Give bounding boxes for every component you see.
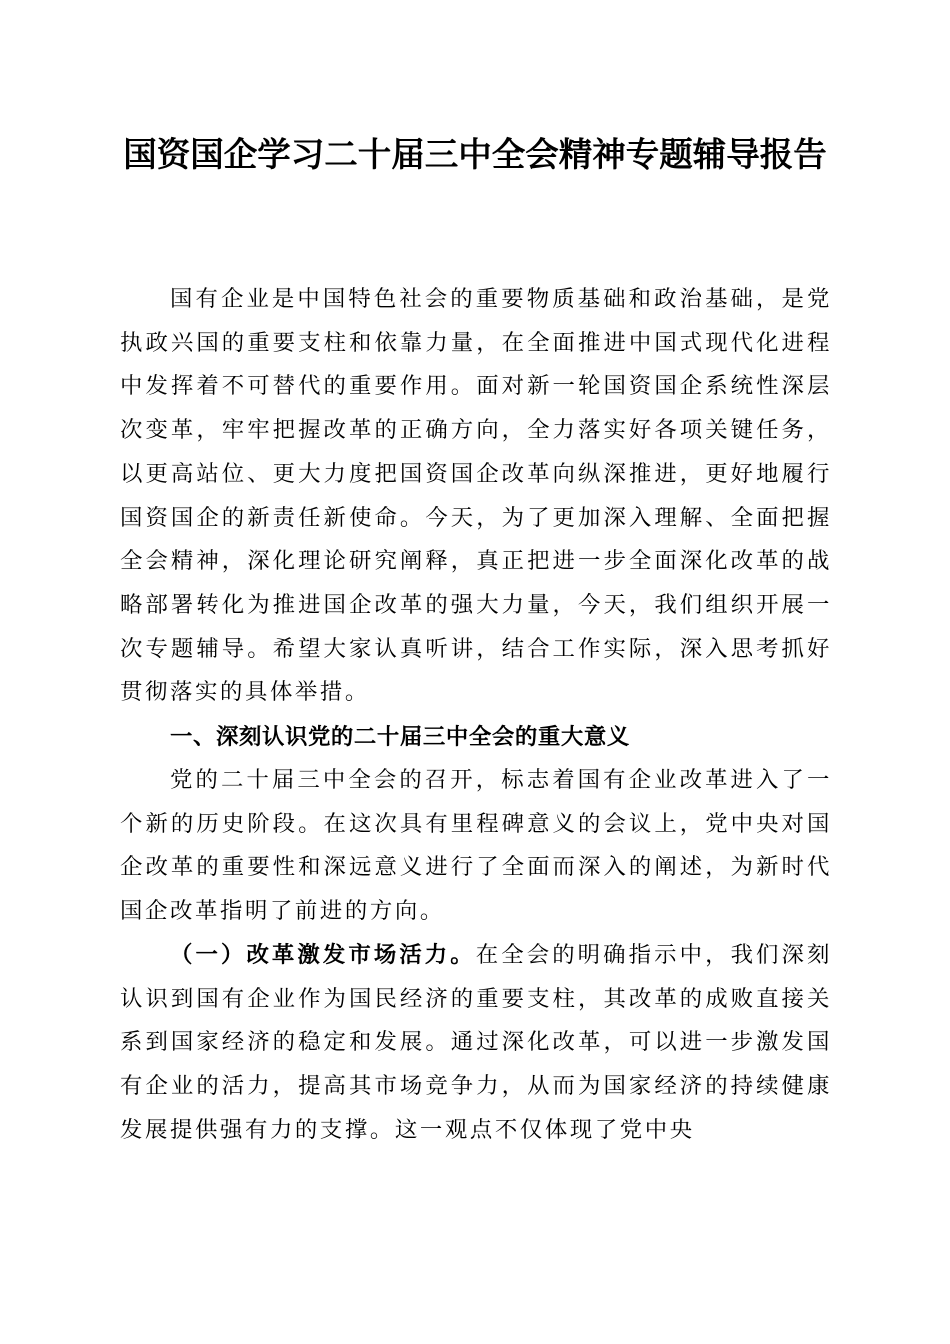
- intro-paragraph: 国有企业是中国特色社会的重要物质基础和政治基础，是党执政兴国的重要支柱和依靠力量，在全面推进中国式现代化进程中发挥着不可替代的重要作用。面对新一轮国资国企系统性深层次变革，牢牢把握改革的正确方向，全力落实好各项关键任务，以更高站位、更大力度把国资国企改革向纵深推进，更好地履行国资国企的新责任新使命。今天，为了更加深入理解、全面把握全会精神，深化理论研究阐释，真正把进一步全面深化改革的战略部署转化为推进国企改革的强大力量，今天，我们组织开展一次专题辅导。希望大家认真听讲，结合工作实际，深入思考抓好贯彻落实的具体举措。: [120, 286, 832, 706]
- subsection-1-text: 在全会的明确指示中，我们深刻认识到国有企业作为国民经济的重要支柱，其改革的成败直接关系到国家经济的稳定和发展。通过深化改革，可以进一步激发国有企业的活力，提高其市场竞争力，从而为国家经济的持续健康发展提供强有力的支撑。这一观点不仅体现了党中央: [120, 941, 832, 1143]
- subsection-1-paragraph: [120, 934, 832, 1153]
- section-1-paragraph: 党的二十届三中全会的召开，标志着国有企业改革进入了一个新的历史阶段。在这次具有里程碑意义的会议上，党中央对国企改革的重要性和深远意义进行了全面而深入的阐述，为新时代国企改革指明了前进的方向。: [120, 767, 832, 925]
- section-heading-1: 一、深刻认识党的二十届三中全会的重大意义: [170, 724, 630, 751]
- document-body: [120, 278, 832, 1152]
- subsection-1-label: （一）改革激发市场活力。: [170, 941, 476, 968]
- document-title: 国资国企学习二十届三中全会精神专题辅导报告: [123, 135, 827, 174]
